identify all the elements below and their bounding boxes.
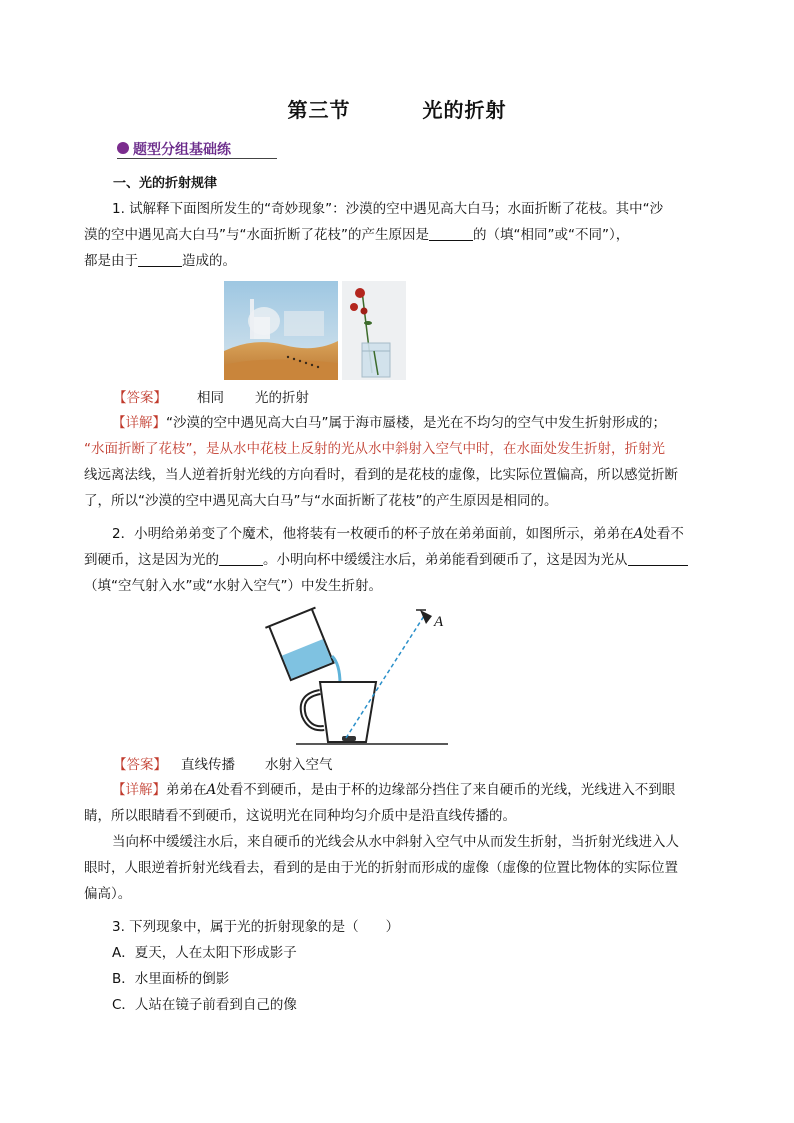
q2-answer (113, 753, 333, 773)
q2-detail-line3: 当向杯中缓缓注水后，来自硬币的光线会从水中斜射入空气中从而发生折射，当折射光线进入人 (112, 834, 679, 850)
q1-answer (113, 386, 309, 406)
title-topic: 光的折射 (422, 98, 507, 122)
section-badge (117, 139, 277, 159)
page-title (0, 94, 794, 123)
q2-line2: 到硬币，这是因为光的 。小明向杯中缓缓注水后，弟弟能看到硬币了，这是因为光从 (84, 547, 694, 573)
q1-detail-line4: 了，所以“沙漠的空中遇见高大白马”与“水面折断了花枝”的产生原因是相同的。 (84, 493, 558, 509)
section-badge-label: 题型分组基础练 (133, 142, 231, 158)
q2-detail-line5: 偏高）。 (84, 886, 132, 902)
q1-line3: 都是由于 造成的。 (84, 253, 236, 269)
q1-answer-2: 光的折射 (255, 390, 309, 406)
q1-text (84, 196, 694, 274)
desert-mirage-image (224, 281, 338, 380)
q1-detail-line1: “沙漠的空中遇见高大白马”属于海市蜃楼，是光在不均匀的空气中发生折射形成的； (166, 415, 666, 431)
q2-line3: （填“空气射入水”或“水射入空气”）中发生折射。 (84, 578, 382, 594)
q2-text (84, 521, 694, 599)
q2-line1: 2．小明给弟弟变了个魔术，他将装有一枚硬币的杯子放在弟弟面前，如图所示，弟弟在A处看不 (112, 526, 684, 542)
q1-detail-line2: “水面折断了花枝”，是从水中花枝上反射的光从水中斜射入空气中时，在水面处发生折射，折射光 (84, 441, 665, 457)
q1-answer-1: 相同 (197, 390, 224, 406)
q3-option-b: B．水里面桥的倒影 (112, 971, 230, 987)
flower-in-water-image (342, 281, 406, 380)
q2-answer-1: 直线传播 (181, 757, 235, 773)
detail-tag: 【详解】 (112, 782, 166, 798)
cup-coin-diagram (260, 604, 460, 749)
q1-detail (84, 410, 694, 514)
q3-option-a: A．夏天，人在太阳下形成影子 (112, 945, 297, 961)
q3 (84, 914, 694, 1018)
q3-option-c: C．人站在镜子前看到自己的像 (112, 997, 297, 1013)
title-section: 第三节 (287, 98, 351, 122)
answer-tag: 【答案】 (113, 757, 167, 773)
q2-detail-line2: 睛，所以眼睛看不到硬币，这说明光在同种均匀介质中是沿直线传播的。 (84, 808, 516, 824)
q2-detail: 【详解】弟弟在A处看不到硬币，是由于杯的边缘部分挡住了来自硬币的光线，光线进入不到眼 睛，所以眼睛看不到硬币，这说明光在同种均匀介质中是沿直线传播的。 当向杯中缓缓注水后，来自硬币的光线会从水中斜射入空气中从而发生折射，当折射光线进入人 眼时，人眼逆着折射光线看去，看到的是由于光的折射而形成的虚像（虚像的位置比物体的实际位置 偏高）。 (84, 777, 694, 907)
q1-line2: 漠的空中遇见高大白马”与“水面折断了花枝”的产生原因是 的（填“相同”或“不同”）， (84, 227, 630, 243)
answer-tag: 【答案】 (113, 390, 167, 406)
eye-label-A: A (434, 614, 444, 630)
q2-detail-line4: 眼时，人眼逆着折射光线看去，看到的是由于光的折射而形成的虚像（虚像的位置比物体的实际位置 (84, 860, 678, 876)
heading-refraction-law: 一、光的折射规律 (113, 176, 218, 191)
q1-detail-line3: 线远离法线，当人逆着折射光线的方向看时，看到的是花枝的虚像，比实际位置偏高，所以感觉折断 (84, 467, 678, 483)
q2-answer-2: 水射入空气 (265, 757, 333, 773)
purple-dot-icon (117, 142, 129, 154)
detail-tag: 【详解】 (112, 415, 166, 431)
q1-line1: 1. 试解释下面图所发生的“奇妙现象”：沙漠的空中遇见高大白马；水面折断了花枝。其中“沙 (112, 201, 664, 217)
q3-stem: 3. 下列现象中，属于光的折射现象的是（ ） (112, 919, 400, 935)
